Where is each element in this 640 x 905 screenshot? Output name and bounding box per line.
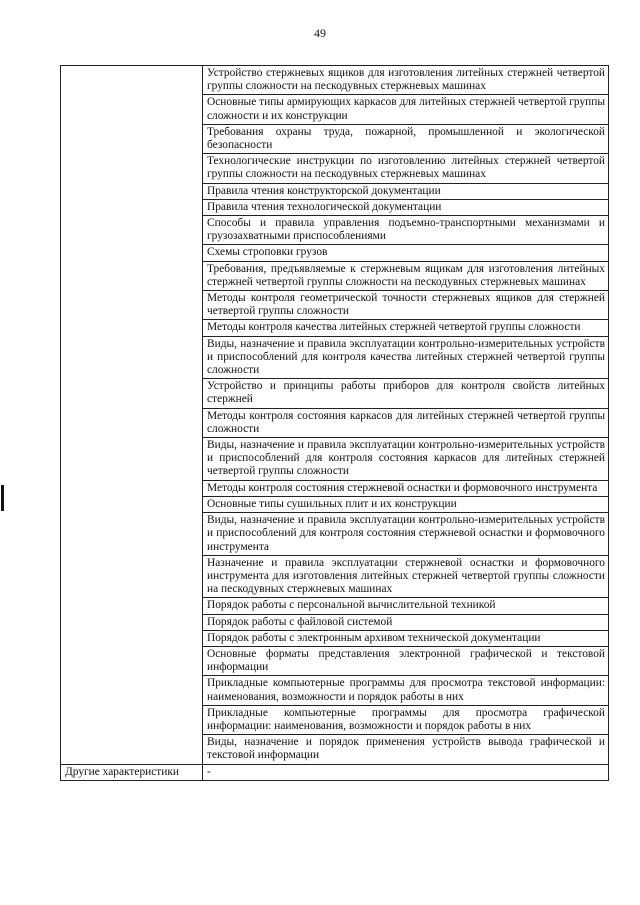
- requirement-cell: [203, 480, 609, 496]
- requirement-cell: [203, 291, 609, 320]
- requirement-text: Виды, назначение и порядок применения устройств вывода графической и текстовой информации: [207, 736, 605, 762]
- requirement-cell: [203, 735, 609, 764]
- requirement-cell: [203, 379, 609, 408]
- requirement-cell: [203, 124, 609, 153]
- requirement-text: Прикладные компьютерные программы для просмотра текстовой информации: наименования, возможности и порядок работы в них: [207, 677, 605, 703]
- requirement-text: Порядок работы с электронным архивом технической документации: [207, 631, 541, 644]
- requirement-cell: [203, 245, 609, 261]
- requirement-text: Схемы строповки грузов: [207, 246, 328, 259]
- requirement-text: Правила чтения конструкторской документации: [207, 184, 441, 197]
- section-label-cell: [61, 66, 203, 765]
- requirement-text: Требования охраны труда, пожарной, промышленной и экологической безопасности: [207, 125, 605, 152]
- requirement-cell: [203, 676, 609, 705]
- requirement-cell: [203, 336, 609, 379]
- requirement-text: Устройство и принципы работы приборов для контроля свойств литейных стержней: [207, 380, 605, 406]
- requirement-text: Основные форматы представления электронной графической и текстовой информации: [207, 647, 605, 674]
- requirement-cell: [203, 513, 609, 556]
- binding-mark: [1, 485, 4, 511]
- requirement-text: Правила чтения технологической документации: [207, 200, 442, 213]
- requirement-cell: [203, 614, 609, 630]
- requirement-text: Порядок работы с файловой системой: [207, 615, 393, 628]
- requirement-text: Порядок работы с персональной вычислительной техникой: [207, 599, 496, 612]
- requirement-cell: [203, 408, 609, 437]
- page-number: 49: [314, 26, 326, 40]
- other-characteristics-row: [61, 764, 609, 780]
- other-characteristics-label: Другие характеристики: [61, 764, 203, 780]
- requirement-cell: [203, 496, 609, 512]
- requirement-cell: [203, 154, 609, 183]
- requirement-cell: [203, 646, 609, 675]
- requirement-text: Назначение и правила эксплуатации стержневой оснастки и формовочного инструмента для изготовления литейных стержней четвертой группы сложности на пескодувных стержневых машинах: [207, 556, 605, 596]
- requirement-cell: [203, 183, 609, 199]
- requirement-cell: [203, 261, 609, 290]
- requirement-text: Способы и правила управления подъемно-транспортными механизмами и грузозахватными приспособлениями: [207, 217, 605, 243]
- requirement-text: Виды, назначение и правила эксплуатации контрольно-измерительных устройств и приспособлений для контроля состояния стержневой оснастки и формовочного инструмента: [207, 514, 605, 553]
- requirement-text: Устройство стержневых ящиков для изготовления литейных стержней четвертой группы сложности на пескодувных стержневых машинах: [207, 67, 605, 93]
- requirement-text: Методы контроля геометрической точности стержневых ящиков для стержней четвертой группы сложности: [207, 292, 605, 318]
- requirement-text: Методы контроля состояния стержневой оснастки и формовочного инструмента: [207, 481, 598, 494]
- requirement-text: Виды, назначение и правила эксплуатации контрольно-измерительных устройств и приспособлений для контроля качества литейных стержней четвертой группы сложности: [207, 337, 605, 377]
- other-characteristics-value: -: [203, 764, 609, 780]
- requirement-cell: [203, 630, 609, 646]
- requirement-text: Методы контроля качества литейных стержней четвертой группы сложности: [207, 321, 581, 334]
- requirement-text: Основные типы сушильных плит и их конструкции: [207, 497, 457, 510]
- requirement-cell: [203, 199, 609, 215]
- requirement-text: Прикладные компьютерные программы для просмотра графической информации: наименования, возможности и порядок работы в них: [207, 706, 605, 732]
- requirement-cell: [203, 95, 609, 124]
- requirement-cell: [203, 705, 609, 734]
- requirement-cell: [203, 438, 609, 481]
- requirement-cell: [203, 320, 609, 336]
- knowledge-table: [60, 65, 609, 781]
- requirement-text: Виды, назначение и правила эксплуатации контрольно-измерительных устройств и приспособлений для контроля состояния каркасов для литейных стержней четвертой группы сложности: [207, 439, 605, 478]
- requirement-cell: [203, 216, 609, 245]
- requirement-text: Требования, предъявляемые к стержневым ящикам для изготовления литейных стержней четвертой группы сложности на пескодувных стержневых машинах: [207, 262, 605, 288]
- requirement-text: Методы контроля состояния каркасов для литейных стержней четвертой группы сложности: [207, 409, 605, 435]
- requirement-text: Технологические инструкции по изготовлению литейных стержней четвертой группы сложности на пескодувных стержневых машинах: [207, 155, 605, 181]
- knowledge-table-body: [61, 66, 609, 781]
- table-row: [61, 66, 609, 95]
- requirement-cell: [203, 598, 609, 614]
- requirement-text: Основные типы армирующих каркасов для литейных стержней четвертой группы сложности и их конструкции: [207, 96, 605, 122]
- requirement-cell: [203, 66, 609, 95]
- requirement-cell: [203, 555, 609, 598]
